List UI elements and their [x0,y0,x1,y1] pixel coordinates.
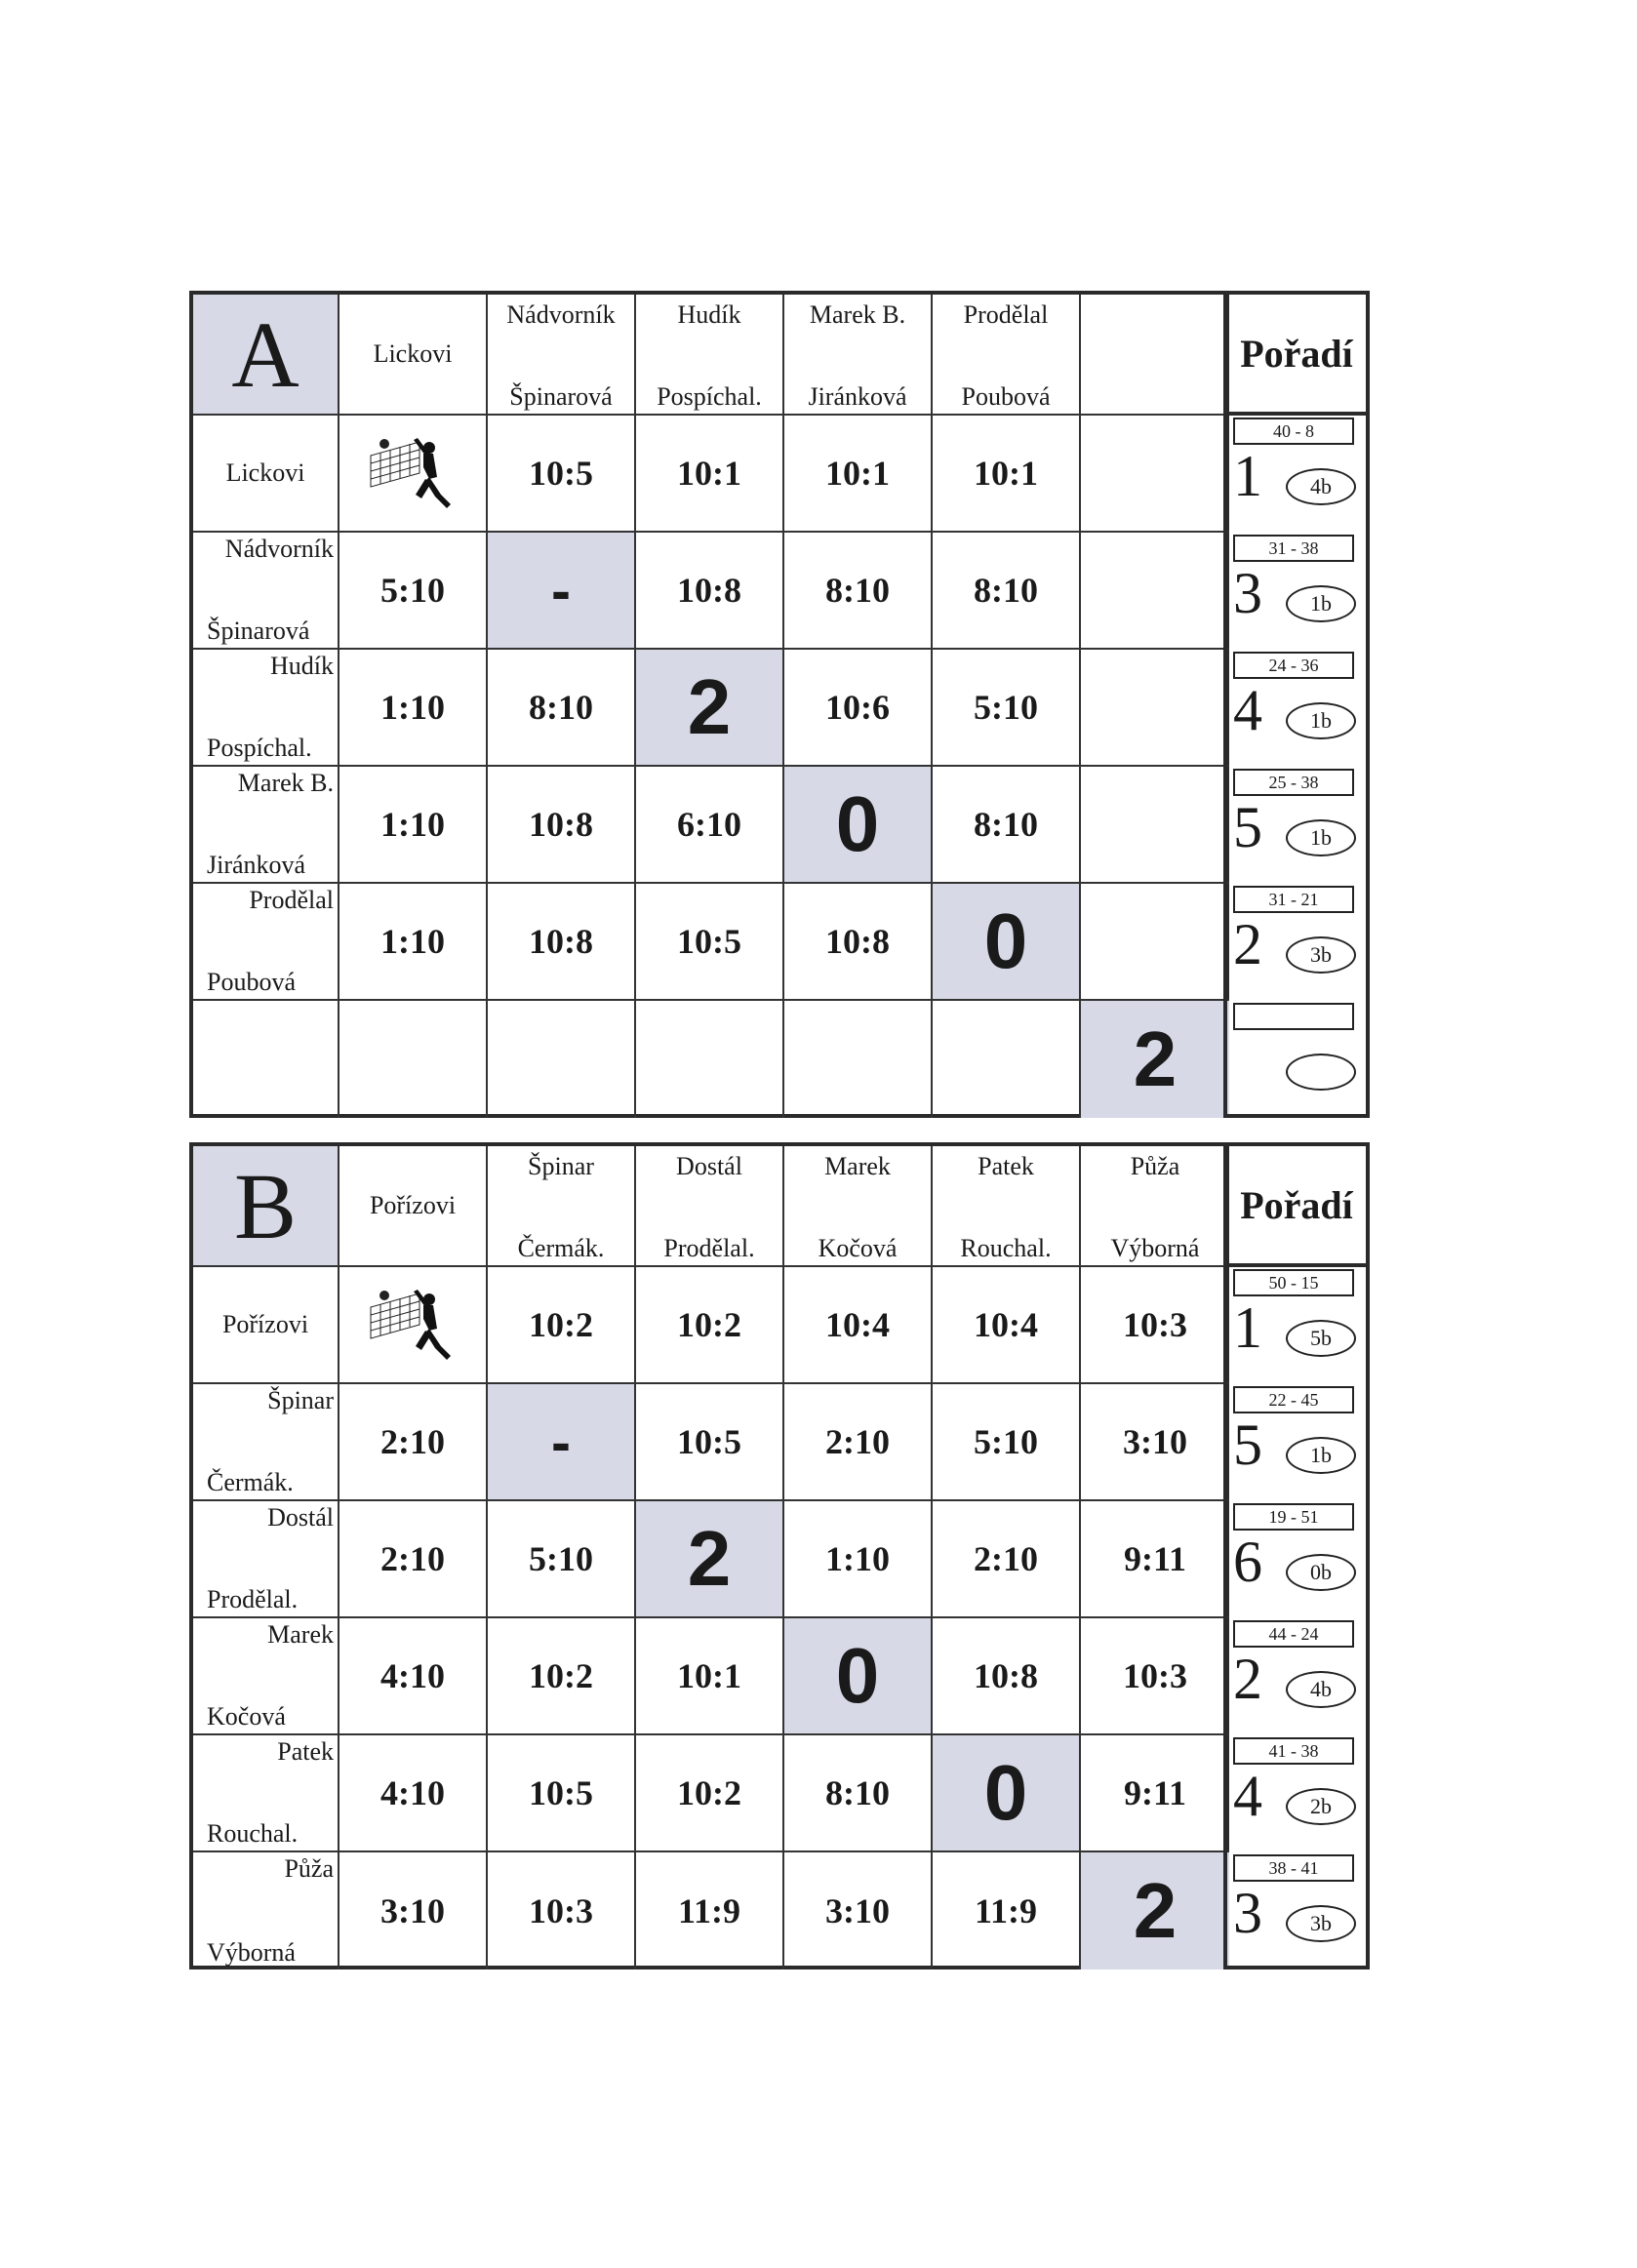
points-value: 1b [1310,708,1332,733]
ratio-box [1233,1503,1354,1531]
match-score: 10:2 [529,1305,593,1344]
score-cell [784,1267,933,1384]
points-oval [1286,585,1356,622]
score-cell [933,1001,1081,1118]
column-header-name-2: Prodělal. [663,1234,755,1262]
match-score: 10:2 [529,1656,593,1695]
column-header [1081,295,1229,416]
score-cell [784,1384,933,1501]
row-header [193,533,339,650]
column-header-name-1: Marek [824,1152,891,1180]
group-letter-cell [193,1146,339,1267]
ranking-cell [1227,1731,1366,1849]
score-cell [339,1001,488,1118]
match-score: 1:10 [380,805,445,844]
row-header [193,767,339,884]
ratio-box [1233,652,1354,679]
points-oval [1286,936,1356,974]
match-score: 10:1 [677,454,741,493]
row-header [193,1384,339,1501]
ranking-label: Pořadí [1240,331,1353,376]
row-header-name-1: Hudík [270,652,334,680]
match-score: 10:5 [529,1773,593,1812]
row-header-name-2: Prodělal. [207,1585,299,1613]
ratio-box [1233,1620,1354,1648]
score-cell [784,884,933,1001]
points-value: 3b [1310,1911,1332,1935]
match-score: 10:5 [529,454,593,493]
match-score: 5:10 [974,688,1038,727]
diagonal-mark: 0 [835,1632,880,1719]
score-cell [1081,1501,1229,1618]
ranking-cell [1227,1497,1366,1614]
match-score: 10:2 [677,1305,741,1344]
column-header [784,295,933,416]
score-cell [784,1852,933,1970]
match-score: 5:10 [529,1539,593,1578]
row-header [193,1001,339,1118]
results-grid [189,291,1229,1118]
score-cell [1081,767,1229,884]
match-score: 11:9 [677,1891,740,1930]
match-score: 10:1 [974,454,1038,493]
points-value: 4b [1310,1677,1332,1701]
diagonal-cell [1081,1852,1229,1970]
column-header-name-2: Rouchal. [960,1234,1052,1262]
row-header [193,1735,339,1852]
column-header [933,1146,1081,1267]
ratio-value: 44 - 24 [1268,1623,1319,1644]
column-header-name-1: Prodělal [963,300,1049,329]
score-cell [1081,650,1229,767]
points-value: 0b [1310,1560,1332,1584]
rank-number: 5 [1233,795,1262,859]
score-cell [339,1501,488,1618]
row-header-name-2: Rouchal. [207,1819,299,1848]
ranking-cell [1227,529,1366,646]
ranking-label: Pořadí [1240,1182,1353,1227]
rank-number: 3 [1233,561,1262,625]
column-header-name-1: Patek [978,1152,1034,1180]
diagonal-cell [339,1267,488,1384]
column-header-name-2: Kočová [818,1234,898,1262]
row-header [193,884,339,1001]
diagonal-mark: 2 [1133,1867,1178,1954]
row-header-name-1: Půža [284,1854,334,1883]
score-cell [933,1501,1081,1618]
points-value: 1b [1310,825,1332,850]
diagonal-cell [933,1735,1081,1852]
match-score: 10:5 [677,922,741,961]
match-score: 10:3 [529,1891,593,1930]
score-cell [488,1267,636,1384]
row-header-name-2: Jiránková [207,851,306,879]
ranking-cell [1227,880,1366,997]
ranking-column [1223,1142,1370,1970]
score-cell [488,1501,636,1618]
ratio-box [1233,886,1354,913]
column-header-name-1: Hudík [677,300,741,329]
column-header-name-2: Pospíchal. [657,382,762,411]
score-cell [784,1735,933,1852]
match-score: 10:8 [677,571,741,610]
row-header-name-1: Špinar [267,1386,334,1414]
diagonal-mark: 2 [687,663,732,750]
points-oval [1286,702,1356,739]
diagonal-mark: 0 [983,1749,1028,1836]
ratio-value: 31 - 21 [1268,889,1319,909]
match-score: 8:10 [825,571,890,610]
ranking-cell [1227,1380,1366,1497]
column-header-name-1: Dostál [676,1152,742,1180]
row-header-name-2: Čermák. [207,1468,294,1496]
ratio-box [1233,1003,1354,1030]
score-cell [339,767,488,884]
ratio-value: 31 - 38 [1268,537,1319,558]
rank-number: 3 [1233,1881,1262,1945]
match-score: 10:8 [529,922,593,961]
match-score: 10:4 [974,1305,1038,1344]
ranking-cell [1227,646,1366,763]
score-cell [636,884,784,1001]
score-cell [784,1001,933,1118]
ratio-box [1233,1386,1354,1413]
ratio-value: 22 - 45 [1268,1389,1319,1410]
match-score: 4:10 [380,1656,445,1695]
match-score: 8:10 [974,571,1038,610]
score-cell [339,884,488,1001]
score-cell [933,533,1081,650]
diagonal-cell [636,1501,784,1618]
row-header-name-1: Dostál [267,1503,334,1532]
diagonal-cell [339,416,488,533]
column-header-name-1: Špinar [528,1152,594,1180]
score-cell [488,416,636,533]
score-cell [784,650,933,767]
row-header-name-1: Prodělal [249,886,334,914]
score-cell [339,1852,488,1970]
points-oval [1286,1554,1356,1591]
points-oval [1286,1905,1356,1942]
match-score: 10:5 [677,1422,741,1461]
ratio-value: 40 - 8 [1273,420,1314,441]
rank-number: 1 [1233,1295,1262,1360]
points-oval [1286,1320,1356,1357]
ratio-value: 25 - 38 [1268,772,1319,792]
row-header-name-1: Pořízovi [221,1310,309,1338]
score-cell [488,1852,636,1970]
diagonal-cell [1081,1001,1229,1118]
ranking-cell [1227,763,1366,880]
score-cell [1081,416,1229,533]
column-header [1081,1146,1229,1267]
ranking-cell [1227,1614,1366,1731]
match-score: 5:10 [974,1422,1038,1461]
points-value: 3b [1310,942,1332,967]
column-header [339,1146,488,1267]
diagonal-cell [488,1384,636,1501]
column-header [636,295,784,416]
score-cell [339,650,488,767]
rank-number: 4 [1233,1764,1262,1828]
score-cell [784,533,933,650]
match-score: 3:10 [380,1891,445,1930]
column-header [784,1146,933,1267]
diagonal-cell [933,884,1081,1001]
row-header [193,1267,339,1384]
row-header-name-1: Marek B. [237,769,334,797]
score-cell [784,416,933,533]
match-score: 2:10 [380,1539,445,1578]
score-cell [488,1618,636,1735]
ratio-box [1233,1737,1354,1765]
match-score: 11:9 [974,1891,1037,1930]
score-cell [933,1618,1081,1735]
points-oval [1286,819,1356,856]
column-header-name-2: Čermák. [517,1234,605,1262]
ranking-cell [1227,1849,1366,1966]
ratio-box [1233,535,1354,562]
score-cell [636,1001,784,1118]
match-score: 8:10 [974,805,1038,844]
score-cell [933,767,1081,884]
match-score: 10:3 [1123,1305,1187,1344]
score-cell [636,767,784,884]
ratio-value: 38 - 41 [1268,1857,1319,1878]
row-header-name-2: Špinarová [207,617,310,645]
row-header-name-2: Poubová [207,968,296,996]
match-score: 10:8 [974,1656,1038,1695]
column-header-name-2: Výborná [1110,1234,1200,1262]
score-cell [339,1735,488,1852]
rank-number: 4 [1233,678,1262,742]
rank-number: 5 [1233,1413,1262,1477]
ranking-cell [1227,997,1366,1114]
score-cell [636,1618,784,1735]
score-cell [933,650,1081,767]
points-value: 5b [1310,1326,1332,1350]
ranking-column [1223,291,1370,1118]
score-cell [488,767,636,884]
row-header [193,1501,339,1618]
rank-number: 1 [1233,444,1262,508]
score-cell [636,1384,784,1501]
score-cell [488,650,636,767]
column-header-name-2: Poubová [961,382,1051,411]
column-header [339,295,488,416]
match-score: 1:10 [825,1539,890,1578]
score-cell [1081,1267,1229,1384]
column-header [933,295,1081,416]
points-oval [1286,1054,1356,1091]
rank-number: 2 [1233,912,1262,976]
match-score: 4:10 [380,1773,445,1812]
match-score: 10:8 [529,805,593,844]
diagonal-mark: 0 [835,780,880,867]
score-cell [636,1267,784,1384]
match-score: 6:10 [677,805,741,844]
row-header [193,416,339,533]
row-header-name-1: Nádvorník [224,535,334,563]
row-header-name-2: Pospíchal. [207,734,312,762]
ratio-box [1233,418,1354,445]
diagonal-mark: 2 [687,1515,732,1602]
column-header-name-2: Jiránková [808,382,907,411]
row-header-name-1: Lickovi [225,458,305,487]
ratio-value: 41 - 38 [1268,1740,1319,1761]
volleyball-player-icon [369,434,457,512]
row-header-name-2: Kočová [207,1702,286,1731]
ratio-box [1233,1269,1354,1296]
row-header [193,1618,339,1735]
ranking-header [1227,1146,1366,1267]
match-score: 3:10 [1123,1422,1187,1461]
score-cell [933,1852,1081,1970]
match-score: 5:10 [380,571,445,610]
score-cell [636,1852,784,1970]
score-cell [1081,1384,1229,1501]
match-score: 10:2 [677,1773,741,1812]
score-cell [339,1618,488,1735]
column-header-name-1: Lickovi [373,339,453,368]
group-letter: A [231,301,299,407]
match-score: 10:6 [825,688,890,727]
column-header [488,295,636,416]
column-header-name-1: Marek B. [809,300,906,329]
match-score: 9:11 [1123,1539,1186,1578]
points-value: 1b [1310,1443,1332,1467]
ratio-value: 24 - 36 [1268,655,1319,675]
score-cell [933,1267,1081,1384]
score-cell [488,1735,636,1852]
score-cell [488,884,636,1001]
row-header [193,650,339,767]
row-header [193,1852,339,1970]
match-score: 8:10 [825,1773,890,1812]
ratio-box [1233,1854,1354,1882]
ranking-cell [1227,412,1366,529]
match-score: 8:10 [529,688,593,727]
diagonal-cell [784,1618,933,1735]
points-oval [1286,468,1356,505]
diagonal-cell [636,650,784,767]
match-score: 2:10 [380,1422,445,1461]
rank-number: 6 [1233,1530,1262,1594]
match-score: 3:10 [825,1891,890,1930]
score-cell [1081,1618,1229,1735]
score-cell [784,1501,933,1618]
match-score: 2:10 [825,1422,890,1461]
group-letter-cell [193,295,339,416]
column-header-name-1: Nádvorník [506,300,616,329]
diagonal-mark: 2 [1133,1015,1178,1102]
score-cell [636,416,784,533]
score-cell [488,1001,636,1118]
score-cell [1081,1735,1229,1852]
ratio-value: 19 - 51 [1268,1506,1319,1527]
ranking-header [1227,295,1366,416]
points-oval [1286,1788,1356,1825]
match-score: 1:10 [380,922,445,961]
column-header [636,1146,784,1267]
column-header-name-1: Půža [1130,1152,1180,1180]
match-score: 10:1 [677,1656,741,1695]
match-score: 2:10 [974,1539,1038,1578]
results-grid [189,1142,1229,1970]
diagonal-mark: - [551,557,571,623]
group-letter: B [233,1153,298,1258]
score-cell [339,533,488,650]
rank-number: 2 [1233,1647,1262,1711]
column-header-name-1: Pořízovi [369,1191,457,1219]
diagonal-cell [488,533,636,650]
points-value: 2b [1310,1794,1332,1818]
points-oval [1286,1671,1356,1708]
row-header-name-2: Výborná [207,1938,296,1967]
row-header-name-1: Marek [267,1620,334,1649]
column-header [488,1146,636,1267]
ratio-box [1233,769,1354,796]
score-cell [339,1384,488,1501]
column-header-name-2: Špinarová [509,382,613,411]
match-score: 10:8 [825,922,890,961]
ranking-cell [1227,1263,1366,1380]
match-score: 10:1 [825,454,890,493]
score-cell [933,1384,1081,1501]
points-oval [1286,1437,1356,1474]
score-cell [1081,533,1229,650]
ratio-value: 50 - 15 [1268,1272,1319,1293]
score-cell [1081,884,1229,1001]
points-value: 1b [1310,591,1332,616]
match-score: 10:4 [825,1305,890,1344]
diagonal-mark: 0 [983,897,1028,984]
score-cell [636,1735,784,1852]
points-value: 4b [1310,474,1332,498]
score-cell [636,533,784,650]
match-score: 10:3 [1123,1656,1187,1695]
match-score: 9:11 [1123,1773,1186,1812]
diagonal-mark: - [551,1409,571,1475]
match-score: 1:10 [380,688,445,727]
diagonal-cell [784,767,933,884]
volleyball-player-icon [369,1286,457,1364]
row-header-name-1: Patek [277,1737,334,1766]
score-cell [933,416,1081,533]
